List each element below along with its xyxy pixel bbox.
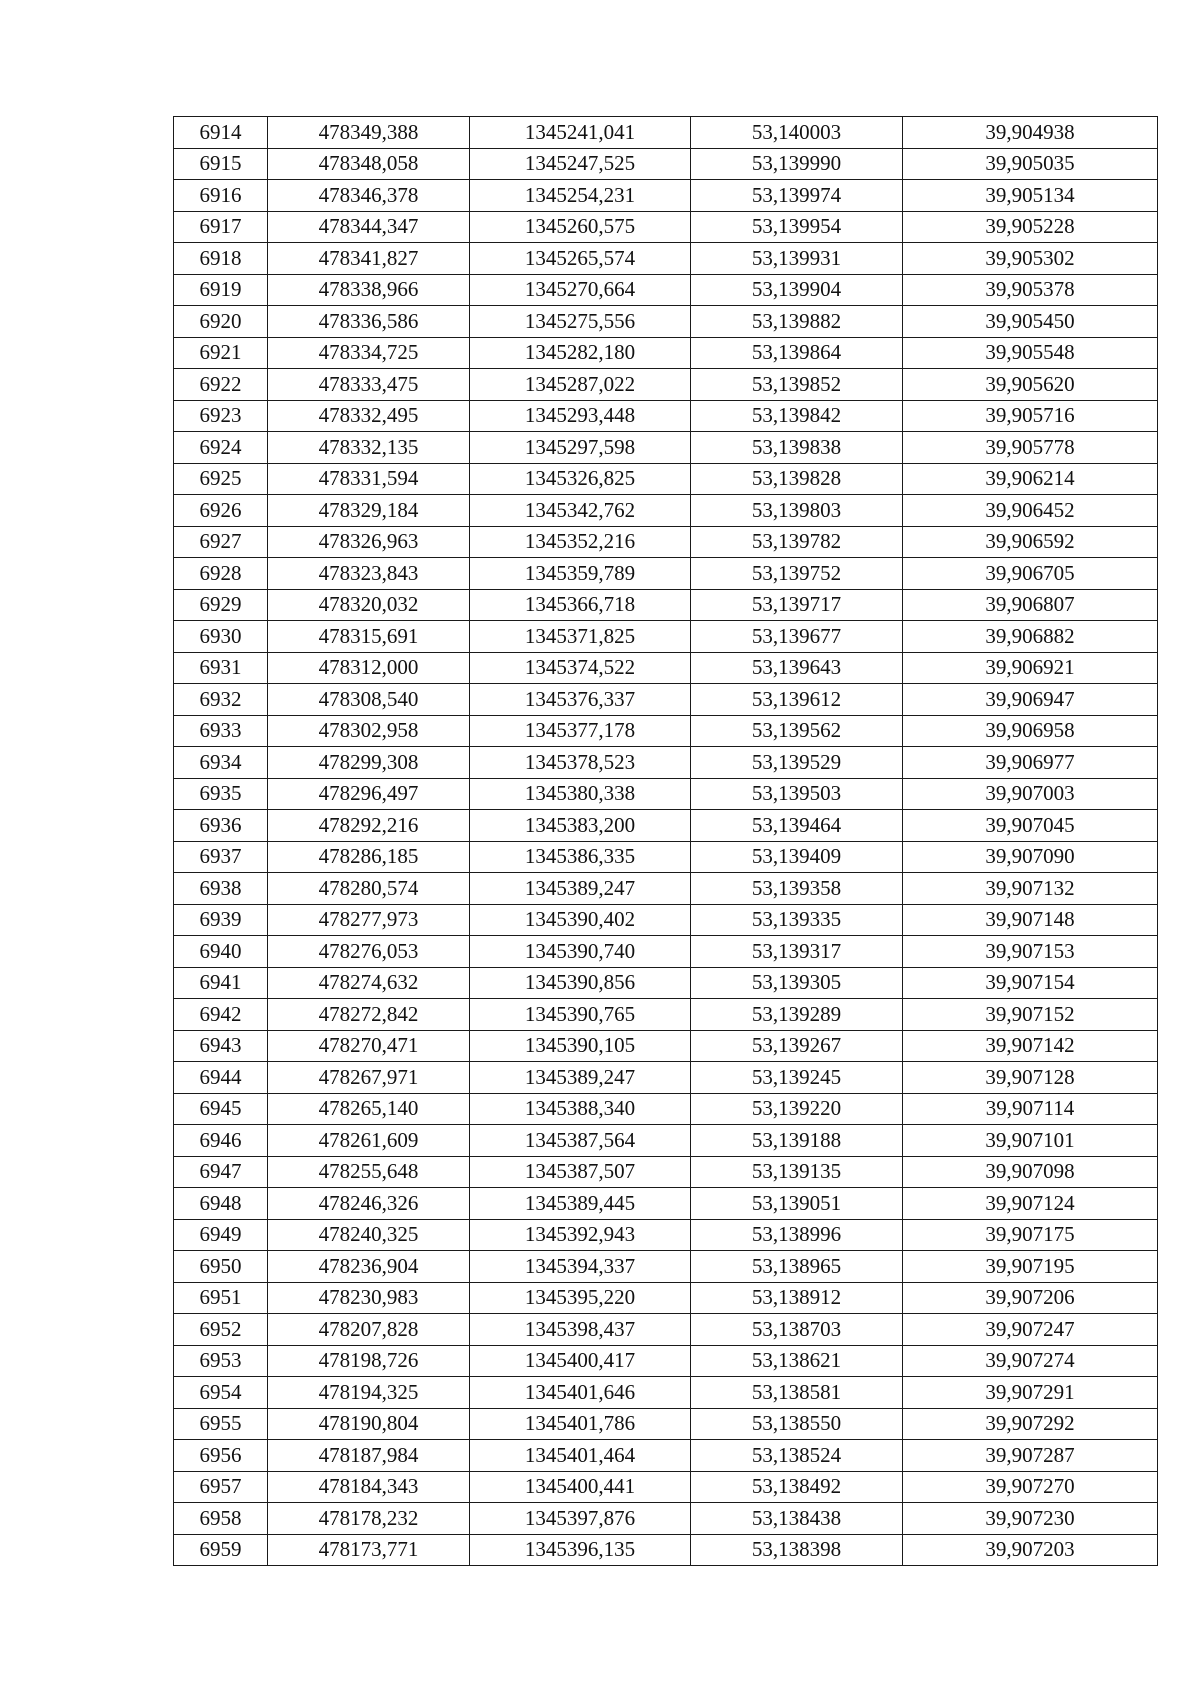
point-number-cell: 6920 [174, 306, 268, 338]
y-coordinate-cell: 1345392,943 [470, 1219, 691, 1251]
table-row [174, 841, 1158, 873]
latitude-cell: 53,139464 [691, 810, 903, 842]
longitude-cell: 39,907230 [903, 1503, 1158, 1535]
y-coordinate-cell: 1345287,022 [470, 369, 691, 401]
point-number-cell: 6929 [174, 589, 268, 621]
latitude-cell: 53,139677 [691, 621, 903, 653]
table-row [174, 778, 1158, 810]
x-coordinate-cell: 478207,828 [268, 1314, 470, 1346]
x-coordinate-cell: 478341,827 [268, 243, 470, 275]
table-row [174, 1030, 1158, 1062]
table-row [174, 463, 1158, 495]
longitude-cell: 39,906921 [903, 652, 1158, 684]
longitude-cell: 39,907206 [903, 1282, 1158, 1314]
x-coordinate-cell: 478276,053 [268, 936, 470, 968]
latitude-cell: 53,139864 [691, 337, 903, 369]
point-number-cell: 6948 [174, 1188, 268, 1220]
x-coordinate-cell: 478349,388 [268, 117, 470, 149]
point-number-cell: 6927 [174, 526, 268, 558]
longitude-cell: 39,907148 [903, 904, 1158, 936]
table-row [174, 747, 1158, 779]
point-number-cell: 6955 [174, 1408, 268, 1440]
x-coordinate-cell: 478312,000 [268, 652, 470, 684]
point-number-cell: 6918 [174, 243, 268, 275]
longitude-cell: 39,907292 [903, 1408, 1158, 1440]
y-coordinate-cell: 1345371,825 [470, 621, 691, 653]
x-coordinate-cell: 478187,984 [268, 1440, 470, 1472]
table-row [174, 1156, 1158, 1188]
point-number-cell: 6944 [174, 1062, 268, 1094]
longitude-cell: 39,907287 [903, 1440, 1158, 1472]
y-coordinate-cell: 1345265,574 [470, 243, 691, 275]
y-coordinate-cell: 1345401,646 [470, 1377, 691, 1409]
latitude-cell: 53,138703 [691, 1314, 903, 1346]
latitude-cell: 53,139409 [691, 841, 903, 873]
y-coordinate-cell: 1345352,216 [470, 526, 691, 558]
x-coordinate-cell: 478236,904 [268, 1251, 470, 1283]
x-coordinate-cell: 478280,574 [268, 873, 470, 905]
point-number-cell: 6923 [174, 400, 268, 432]
longitude-cell: 39,907090 [903, 841, 1158, 873]
y-coordinate-cell: 1345282,180 [470, 337, 691, 369]
latitude-cell: 53,138912 [691, 1282, 903, 1314]
y-coordinate-cell: 1345378,523 [470, 747, 691, 779]
y-coordinate-cell: 1345388,340 [470, 1093, 691, 1125]
x-coordinate-cell: 478326,963 [268, 526, 470, 558]
y-coordinate-cell: 1345387,507 [470, 1156, 691, 1188]
longitude-cell: 39,906882 [903, 621, 1158, 653]
x-coordinate-cell: 478246,326 [268, 1188, 470, 1220]
y-coordinate-cell: 1345366,718 [470, 589, 691, 621]
longitude-cell: 39,905778 [903, 432, 1158, 464]
latitude-cell: 53,138621 [691, 1345, 903, 1377]
x-coordinate-cell: 478333,475 [268, 369, 470, 401]
y-coordinate-cell: 1345389,445 [470, 1188, 691, 1220]
point-number-cell: 6921 [174, 337, 268, 369]
table-row [174, 1440, 1158, 1472]
y-coordinate-cell: 1345260,575 [470, 211, 691, 243]
y-coordinate-cell: 1345390,105 [470, 1030, 691, 1062]
x-coordinate-cell: 478286,185 [268, 841, 470, 873]
y-coordinate-cell: 1345398,437 [470, 1314, 691, 1346]
table-row [174, 715, 1158, 747]
longitude-cell: 39,907175 [903, 1219, 1158, 1251]
longitude-cell: 39,905378 [903, 274, 1158, 306]
latitude-cell: 53,138398 [691, 1534, 903, 1566]
y-coordinate-cell: 1345297,598 [470, 432, 691, 464]
table-row [174, 337, 1158, 369]
point-number-cell: 6951 [174, 1282, 268, 1314]
latitude-cell: 53,139782 [691, 526, 903, 558]
x-coordinate-cell: 478270,471 [268, 1030, 470, 1062]
table-row [174, 400, 1158, 432]
y-coordinate-cell: 1345389,247 [470, 1062, 691, 1094]
latitude-cell: 53,138438 [691, 1503, 903, 1535]
point-number-cell: 6946 [174, 1125, 268, 1157]
coordinates-table-body [174, 117, 1158, 1566]
x-coordinate-cell: 478190,804 [268, 1408, 470, 1440]
longitude-cell: 39,905620 [903, 369, 1158, 401]
y-coordinate-cell: 1345374,522 [470, 652, 691, 684]
y-coordinate-cell: 1345383,200 [470, 810, 691, 842]
latitude-cell: 53,139188 [691, 1125, 903, 1157]
latitude-cell: 53,139842 [691, 400, 903, 432]
y-coordinate-cell: 1345394,337 [470, 1251, 691, 1283]
table-row [174, 936, 1158, 968]
longitude-cell: 39,907114 [903, 1093, 1158, 1125]
table-row [174, 1125, 1158, 1157]
latitude-cell: 53,138550 [691, 1408, 903, 1440]
point-number-cell: 6959 [174, 1534, 268, 1566]
x-coordinate-cell: 478348,058 [268, 148, 470, 180]
y-coordinate-cell: 1345396,135 [470, 1534, 691, 1566]
x-coordinate-cell: 478299,308 [268, 747, 470, 779]
x-coordinate-cell: 478261,609 [268, 1125, 470, 1157]
point-number-cell: 6936 [174, 810, 268, 842]
point-number-cell: 6958 [174, 1503, 268, 1535]
point-number-cell: 6914 [174, 117, 268, 149]
y-coordinate-cell: 1345389,247 [470, 873, 691, 905]
longitude-cell: 39,906958 [903, 715, 1158, 747]
point-number-cell: 6934 [174, 747, 268, 779]
point-number-cell: 6925 [174, 463, 268, 495]
x-coordinate-cell: 478184,343 [268, 1471, 470, 1503]
table-row [174, 558, 1158, 590]
y-coordinate-cell: 1345400,441 [470, 1471, 691, 1503]
latitude-cell: 53,139267 [691, 1030, 903, 1062]
longitude-cell: 39,907247 [903, 1314, 1158, 1346]
table-row [174, 243, 1158, 275]
x-coordinate-cell: 478178,232 [268, 1503, 470, 1535]
point-number-cell: 6940 [174, 936, 268, 968]
table-row [174, 1345, 1158, 1377]
y-coordinate-cell: 1345390,740 [470, 936, 691, 968]
latitude-cell: 53,139503 [691, 778, 903, 810]
latitude-cell: 53,139803 [691, 495, 903, 527]
point-number-cell: 6943 [174, 1030, 268, 1062]
longitude-cell: 39,905450 [903, 306, 1158, 338]
latitude-cell: 53,139904 [691, 274, 903, 306]
latitude-cell: 53,139931 [691, 243, 903, 275]
x-coordinate-cell: 478336,586 [268, 306, 470, 338]
table-row [174, 1251, 1158, 1283]
table-row [174, 117, 1158, 149]
longitude-cell: 39,905548 [903, 337, 1158, 369]
table-row [174, 211, 1158, 243]
point-number-cell: 6945 [174, 1093, 268, 1125]
longitude-cell: 39,905302 [903, 243, 1158, 275]
x-coordinate-cell: 478272,842 [268, 999, 470, 1031]
latitude-cell: 53,138492 [691, 1471, 903, 1503]
point-number-cell: 6924 [174, 432, 268, 464]
x-coordinate-cell: 478346,378 [268, 180, 470, 212]
x-coordinate-cell: 478331,594 [268, 463, 470, 495]
y-coordinate-cell: 1345293,448 [470, 400, 691, 432]
latitude-cell: 53,139882 [691, 306, 903, 338]
table-row [174, 526, 1158, 558]
point-number-cell: 6915 [174, 148, 268, 180]
longitude-cell: 39,907132 [903, 873, 1158, 905]
longitude-cell: 39,907098 [903, 1156, 1158, 1188]
longitude-cell: 39,906705 [903, 558, 1158, 590]
point-number-cell: 6928 [174, 558, 268, 590]
latitude-cell: 53,138524 [691, 1440, 903, 1472]
y-coordinate-cell: 1345386,335 [470, 841, 691, 873]
x-coordinate-cell: 478292,216 [268, 810, 470, 842]
longitude-cell: 39,905035 [903, 148, 1158, 180]
table-row [174, 274, 1158, 306]
latitude-cell: 53,139317 [691, 936, 903, 968]
latitude-cell: 53,139289 [691, 999, 903, 1031]
y-coordinate-cell: 1345376,337 [470, 684, 691, 716]
table-row [174, 1314, 1158, 1346]
latitude-cell: 53,139305 [691, 967, 903, 999]
y-coordinate-cell: 1345326,825 [470, 463, 691, 495]
latitude-cell: 53,139828 [691, 463, 903, 495]
table-row [174, 1282, 1158, 1314]
longitude-cell: 39,906977 [903, 747, 1158, 779]
x-coordinate-cell: 478267,971 [268, 1062, 470, 1094]
latitude-cell: 53,139358 [691, 873, 903, 905]
x-coordinate-cell: 478302,958 [268, 715, 470, 747]
table-row [174, 652, 1158, 684]
table-row [174, 1471, 1158, 1503]
table-row [174, 369, 1158, 401]
longitude-cell: 39,907291 [903, 1377, 1158, 1409]
latitude-cell: 53,140003 [691, 117, 903, 149]
longitude-cell: 39,907045 [903, 810, 1158, 842]
latitude-cell: 53,139612 [691, 684, 903, 716]
point-number-cell: 6939 [174, 904, 268, 936]
latitude-cell: 53,139852 [691, 369, 903, 401]
x-coordinate-cell: 478332,495 [268, 400, 470, 432]
x-coordinate-cell: 478255,648 [268, 1156, 470, 1188]
point-number-cell: 6938 [174, 873, 268, 905]
y-coordinate-cell: 1345380,338 [470, 778, 691, 810]
x-coordinate-cell: 478308,540 [268, 684, 470, 716]
longitude-cell: 39,905134 [903, 180, 1158, 212]
longitude-cell: 39,906592 [903, 526, 1158, 558]
point-number-cell: 6932 [174, 684, 268, 716]
latitude-cell: 53,139838 [691, 432, 903, 464]
latitude-cell: 53,139135 [691, 1156, 903, 1188]
y-coordinate-cell: 1345390,765 [470, 999, 691, 1031]
x-coordinate-cell: 478334,725 [268, 337, 470, 369]
table-row [174, 1062, 1158, 1094]
y-coordinate-cell: 1345401,464 [470, 1440, 691, 1472]
point-number-cell: 6949 [174, 1219, 268, 1251]
y-coordinate-cell: 1345247,525 [470, 148, 691, 180]
point-number-cell: 6931 [174, 652, 268, 684]
point-number-cell: 6953 [174, 1345, 268, 1377]
point-number-cell: 6956 [174, 1440, 268, 1472]
table-row [174, 1188, 1158, 1220]
x-coordinate-cell: 478315,691 [268, 621, 470, 653]
x-coordinate-cell: 478329,184 [268, 495, 470, 527]
table-row [174, 306, 1158, 338]
point-number-cell: 6952 [174, 1314, 268, 1346]
latitude-cell: 53,139717 [691, 589, 903, 621]
y-coordinate-cell: 1345390,856 [470, 967, 691, 999]
latitude-cell: 53,139954 [691, 211, 903, 243]
longitude-cell: 39,907154 [903, 967, 1158, 999]
x-coordinate-cell: 478265,140 [268, 1093, 470, 1125]
latitude-cell: 53,139529 [691, 747, 903, 779]
point-number-cell: 6917 [174, 211, 268, 243]
table-row [174, 1534, 1158, 1566]
table-row [174, 1503, 1158, 1535]
longitude-cell: 39,904938 [903, 117, 1158, 149]
longitude-cell: 39,907003 [903, 778, 1158, 810]
latitude-cell: 53,138996 [691, 1219, 903, 1251]
latitude-cell: 53,139974 [691, 180, 903, 212]
table-row [174, 999, 1158, 1031]
x-coordinate-cell: 478338,966 [268, 274, 470, 306]
longitude-cell: 39,907270 [903, 1471, 1158, 1503]
x-coordinate-cell: 478230,983 [268, 1282, 470, 1314]
y-coordinate-cell: 1345397,876 [470, 1503, 691, 1535]
longitude-cell: 39,907124 [903, 1188, 1158, 1220]
y-coordinate-cell: 1345275,556 [470, 306, 691, 338]
y-coordinate-cell: 1345401,786 [470, 1408, 691, 1440]
longitude-cell: 39,907152 [903, 999, 1158, 1031]
longitude-cell: 39,906947 [903, 684, 1158, 716]
point-number-cell: 6919 [174, 274, 268, 306]
longitude-cell: 39,905228 [903, 211, 1158, 243]
latitude-cell: 53,139562 [691, 715, 903, 747]
table-row [174, 1219, 1158, 1251]
table-row [174, 1408, 1158, 1440]
point-number-cell: 6933 [174, 715, 268, 747]
longitude-cell: 39,907153 [903, 936, 1158, 968]
longitude-cell: 39,907101 [903, 1125, 1158, 1157]
longitude-cell: 39,906807 [903, 589, 1158, 621]
longitude-cell: 39,907128 [903, 1062, 1158, 1094]
latitude-cell: 53,139335 [691, 904, 903, 936]
latitude-cell: 53,139990 [691, 148, 903, 180]
latitude-cell: 53,138965 [691, 1251, 903, 1283]
longitude-cell: 39,906452 [903, 495, 1158, 527]
point-number-cell: 6957 [174, 1471, 268, 1503]
y-coordinate-cell: 1345342,762 [470, 495, 691, 527]
x-coordinate-cell: 478240,325 [268, 1219, 470, 1251]
latitude-cell: 53,139752 [691, 558, 903, 590]
longitude-cell: 39,907142 [903, 1030, 1158, 1062]
x-coordinate-cell: 478173,771 [268, 1534, 470, 1566]
table-row [174, 621, 1158, 653]
longitude-cell: 39,906214 [903, 463, 1158, 495]
table-row [174, 1093, 1158, 1125]
x-coordinate-cell: 478277,973 [268, 904, 470, 936]
coordinates-table [173, 116, 1158, 1566]
x-coordinate-cell: 478296,497 [268, 778, 470, 810]
table-row [174, 967, 1158, 999]
x-coordinate-cell: 478320,032 [268, 589, 470, 621]
y-coordinate-cell: 1345400,417 [470, 1345, 691, 1377]
table-row [174, 589, 1158, 621]
point-number-cell: 6935 [174, 778, 268, 810]
point-number-cell: 6950 [174, 1251, 268, 1283]
table-row [174, 495, 1158, 527]
y-coordinate-cell: 1345377,178 [470, 715, 691, 747]
point-number-cell: 6954 [174, 1377, 268, 1409]
y-coordinate-cell: 1345359,789 [470, 558, 691, 590]
table-row [174, 148, 1158, 180]
y-coordinate-cell: 1345387,564 [470, 1125, 691, 1157]
longitude-cell: 39,907274 [903, 1345, 1158, 1377]
table-row [174, 180, 1158, 212]
point-number-cell: 6926 [174, 495, 268, 527]
x-coordinate-cell: 478274,632 [268, 967, 470, 999]
y-coordinate-cell: 1345254,231 [470, 180, 691, 212]
x-coordinate-cell: 478323,843 [268, 558, 470, 590]
table-row [174, 1377, 1158, 1409]
longitude-cell: 39,907195 [903, 1251, 1158, 1283]
point-number-cell: 6922 [174, 369, 268, 401]
x-coordinate-cell: 478198,726 [268, 1345, 470, 1377]
point-number-cell: 6937 [174, 841, 268, 873]
y-coordinate-cell: 1345395,220 [470, 1282, 691, 1314]
x-coordinate-cell: 478194,325 [268, 1377, 470, 1409]
latitude-cell: 53,139643 [691, 652, 903, 684]
latitude-cell: 53,139051 [691, 1188, 903, 1220]
point-number-cell: 6941 [174, 967, 268, 999]
table-row [174, 432, 1158, 464]
point-number-cell: 6942 [174, 999, 268, 1031]
table-row [174, 810, 1158, 842]
y-coordinate-cell: 1345390,402 [470, 904, 691, 936]
x-coordinate-cell: 478332,135 [268, 432, 470, 464]
latitude-cell: 53,138581 [691, 1377, 903, 1409]
latitude-cell: 53,139220 [691, 1093, 903, 1125]
table-row [174, 873, 1158, 905]
point-number-cell: 6916 [174, 180, 268, 212]
y-coordinate-cell: 1345241,041 [470, 117, 691, 149]
longitude-cell: 39,905716 [903, 400, 1158, 432]
x-coordinate-cell: 478344,347 [268, 211, 470, 243]
point-number-cell: 6930 [174, 621, 268, 653]
longitude-cell: 39,907203 [903, 1534, 1158, 1566]
table-row [174, 904, 1158, 936]
y-coordinate-cell: 1345270,664 [470, 274, 691, 306]
latitude-cell: 53,139245 [691, 1062, 903, 1094]
point-number-cell: 6947 [174, 1156, 268, 1188]
table-row [174, 684, 1158, 716]
